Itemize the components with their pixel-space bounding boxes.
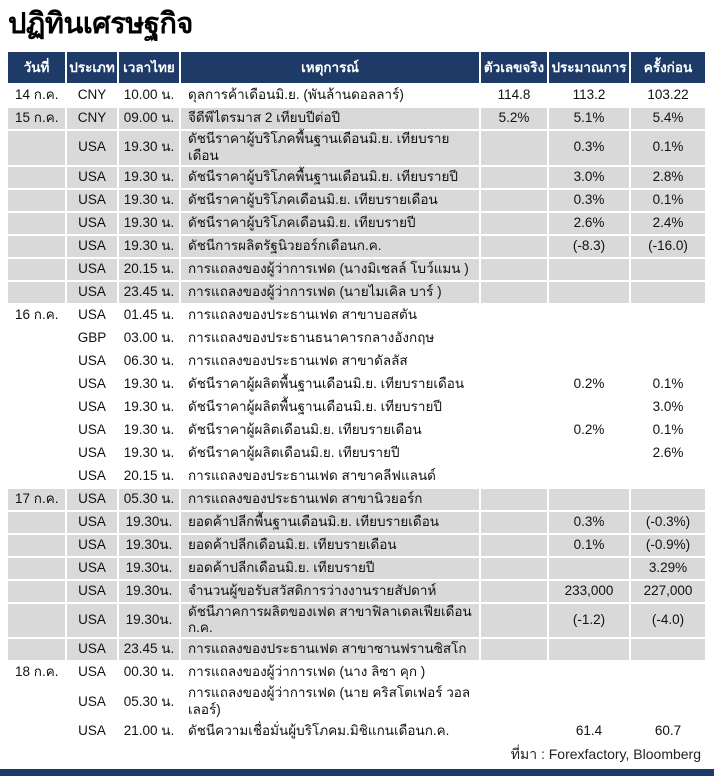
footer-bar — [0, 769, 714, 776]
cell-time: 19.30 น. — [119, 167, 179, 188]
cell-previous — [631, 351, 705, 372]
cell-actual — [481, 131, 547, 165]
cell-previous: 103.22 — [631, 85, 705, 106]
column-header-previous: ครั้งก่อน — [631, 52, 705, 83]
column-header-actual: ตัวเลขจริง — [481, 52, 547, 83]
cell-time: 19.30น. — [119, 558, 179, 579]
cell-time: 19.30 น. — [119, 374, 179, 395]
cell-date — [8, 282, 65, 303]
column-header-forecast: ประมาณการ — [549, 52, 629, 83]
cell-time: 06.30 น. — [119, 351, 179, 372]
cell-forecast — [549, 489, 629, 510]
cell-previous — [631, 259, 705, 280]
cell-actual — [481, 236, 547, 257]
cell-forecast: 2.6% — [549, 213, 629, 234]
cell-country: USA — [67, 639, 117, 660]
cell-event: ดัชนีราคาผู้บริโภคเดือนมิ.ย. เทียบรายปี — [181, 213, 479, 234]
cell-actual — [481, 685, 547, 719]
table-row — [8, 282, 705, 303]
table-row — [8, 108, 705, 129]
cell-date — [8, 328, 65, 349]
table-row — [8, 85, 705, 106]
cell-event: การแถลงของประธานเฟด สาขาซานฟรานซิสโก — [181, 639, 479, 660]
cell-actual: 114.8 — [481, 85, 547, 106]
cell-forecast — [549, 259, 629, 280]
cell-time: 21.00 น. — [119, 721, 179, 742]
cell-forecast: 0.1% — [549, 535, 629, 556]
cell-date — [8, 535, 65, 556]
cell-actual: 5.2% — [481, 108, 547, 129]
cell-time: 09.00 น. — [119, 108, 179, 129]
table-row — [8, 604, 705, 638]
cell-time: 23.45 น. — [119, 282, 179, 303]
cell-country: USA — [67, 420, 117, 441]
cell-forecast — [549, 328, 629, 349]
table-row — [8, 190, 705, 211]
cell-actual — [481, 512, 547, 533]
cell-event: ดัชนีราคาผู้ผลิตพื้นฐานเดือนมิ.ย. เทียบรายเดือน — [181, 374, 479, 395]
cell-country: CNY — [67, 108, 117, 129]
table-row — [8, 662, 705, 683]
table-row — [8, 213, 705, 234]
cell-date — [8, 259, 65, 280]
cell-date — [8, 581, 65, 602]
table-row — [8, 131, 705, 165]
cell-event: ดัชนีราคาผู้บริโภคพื้นฐานเดือนมิ.ย. เทียบรายเดือน — [181, 131, 479, 165]
cell-event: การแถลงของผู้ว่าการเฟด (นาย คริสโตเฟอร์ วอลเลอร์) — [181, 685, 479, 719]
cell-time: 19.30 น. — [119, 190, 179, 211]
column-header-date: วันที่ — [8, 52, 65, 83]
cell-previous — [631, 466, 705, 487]
table-row — [8, 328, 705, 349]
cell-event: ดัชนีราคาผู้บริโภคพื้นฐานเดือนมิ.ย. เทียบรายปี — [181, 167, 479, 188]
cell-country: USA — [67, 259, 117, 280]
cell-previous: (-0.9%) — [631, 535, 705, 556]
cell-country: USA — [67, 213, 117, 234]
column-header-country: ประเภท — [67, 52, 117, 83]
cell-country: USA — [67, 604, 117, 638]
cell-forecast — [549, 685, 629, 719]
cell-event: การแถลงของผู้ว่าการเฟด (นาง ลิซา คุก ) — [181, 662, 479, 683]
cell-time: 05.30 น. — [119, 489, 179, 510]
table-row — [8, 581, 705, 602]
cell-previous — [631, 305, 705, 326]
table-row — [8, 443, 705, 464]
cell-forecast — [549, 305, 629, 326]
cell-date — [8, 721, 65, 742]
cell-actual — [481, 662, 547, 683]
table-row — [8, 639, 705, 660]
cell-event: การแถลงของผู้ว่าการเฟด (นายไมเคิล บาร์ ) — [181, 282, 479, 303]
cell-forecast — [549, 662, 629, 683]
cell-time: 19.30น. — [119, 604, 179, 638]
cell-previous: 2.8% — [631, 167, 705, 188]
table-row — [8, 489, 705, 510]
cell-time: 19.30 น. — [119, 443, 179, 464]
cell-actual — [481, 167, 547, 188]
cell-previous — [631, 282, 705, 303]
cell-event: ดุลการค้าเดือนมิ.ย. (พันล้านดอลลาร์) — [181, 85, 479, 106]
table-row — [8, 351, 705, 372]
cell-country: USA — [67, 685, 117, 719]
cell-date — [8, 420, 65, 441]
cell-previous — [631, 685, 705, 719]
cell-forecast: 0.3% — [549, 131, 629, 165]
cell-event: ดัชนีราคาผู้ผลิตเดือนมิ.ย. เทียบรายเดือน — [181, 420, 479, 441]
cell-time: 19.30 น. — [119, 236, 179, 257]
table-row — [8, 397, 705, 418]
cell-date — [8, 374, 65, 395]
cell-country: USA — [67, 167, 117, 188]
cell-time: 19.30 น. — [119, 131, 179, 165]
cell-actual — [481, 443, 547, 464]
cell-country: USA — [67, 305, 117, 326]
cell-country: USA — [67, 374, 117, 395]
cell-forecast: 5.1% — [549, 108, 629, 129]
cell-event: การแถลงของประธานเฟด สาขาดัลลัส — [181, 351, 479, 372]
cell-country: USA — [67, 131, 117, 165]
cell-event: การแถลงของประธานธนาคารกลางอังกฤษ — [181, 328, 479, 349]
cell-country: USA — [67, 662, 117, 683]
cell-previous — [631, 328, 705, 349]
cell-time: 19.30 น. — [119, 213, 179, 234]
cell-country: USA — [67, 558, 117, 579]
cell-forecast: 0.3% — [549, 512, 629, 533]
cell-actual — [481, 721, 547, 742]
cell-forecast: (-8.3) — [549, 236, 629, 257]
cell-previous: 60.7 — [631, 721, 705, 742]
cell-forecast — [549, 282, 629, 303]
cell-date — [8, 397, 65, 418]
cell-event: การแถลงของประธานเฟด สาขานิวยอร์ก — [181, 489, 479, 510]
cell-forecast: 0.3% — [549, 190, 629, 211]
cell-event: ดัชนีราคาผู้บริโภคเดือนมิ.ย. เทียบรายเดือน — [181, 190, 479, 211]
table-row — [8, 236, 705, 257]
cell-time: 03.00 น. — [119, 328, 179, 349]
cell-time: 10.00 น. — [119, 85, 179, 106]
cell-forecast — [549, 639, 629, 660]
cell-country: USA — [67, 351, 117, 372]
cell-time: 00.30 น. — [119, 662, 179, 683]
cell-actual — [481, 604, 547, 638]
cell-date — [8, 512, 65, 533]
cell-country: USA — [67, 489, 117, 510]
cell-time: 19.30 น. — [119, 397, 179, 418]
cell-actual — [481, 190, 547, 211]
table-row — [8, 721, 705, 742]
cell-time: 01.45 น. — [119, 305, 179, 326]
table-row — [8, 167, 705, 188]
source-note: ที่มา : Forexfactory, Bloomberg — [510, 746, 701, 762]
cell-previous: 0.1% — [631, 420, 705, 441]
cell-previous: 3.0% — [631, 397, 705, 418]
cell-time: 19.30น. — [119, 535, 179, 556]
cell-country: USA — [67, 721, 117, 742]
cell-event: ดัชนีภาคการผลิตของเฟด สาขาฟิลาเดลเฟียเดือนก.ค. — [181, 604, 479, 638]
table-header-row — [8, 52, 705, 83]
cell-actual — [481, 282, 547, 303]
cell-forecast: 3.0% — [549, 167, 629, 188]
table-row — [8, 512, 705, 533]
cell-forecast: 61.4 — [549, 721, 629, 742]
cell-forecast — [549, 558, 629, 579]
cell-date — [8, 558, 65, 579]
cell-date: 15 ก.ค. — [8, 108, 65, 129]
cell-event: ยอดค้าปลีกเดือนมิ.ย. เทียบรายเดือน — [181, 535, 479, 556]
cell-date — [8, 351, 65, 372]
table-row — [8, 466, 705, 487]
economic-calendar-table — [6, 50, 707, 744]
cell-actual — [481, 397, 547, 418]
cell-event: จำนวนผู้ขอรับสวัสดิการว่างงานรายสัปดาห์ — [181, 581, 479, 602]
page-title: ปฏิทินเศรษฐกิจ — [8, 8, 193, 40]
cell-previous: 0.1% — [631, 374, 705, 395]
cell-country: USA — [67, 397, 117, 418]
cell-actual — [481, 581, 547, 602]
table-row — [8, 535, 705, 556]
cell-previous: 2.4% — [631, 213, 705, 234]
cell-date: 16 ก.ค. — [8, 305, 65, 326]
cell-forecast: (-1.2) — [549, 604, 629, 638]
table-row — [8, 420, 705, 441]
column-header-event: เหตุการณ์ — [181, 52, 479, 83]
cell-date: 17 ก.ค. — [8, 489, 65, 510]
cell-event: การแถลงของประธานเฟด สาขาคลีฟแลนด์ — [181, 466, 479, 487]
cell-previous — [631, 639, 705, 660]
cell-date — [8, 685, 65, 719]
cell-forecast — [549, 466, 629, 487]
cell-date — [8, 190, 65, 211]
cell-time: 05.30 น. — [119, 685, 179, 719]
cell-previous: 227,000 — [631, 581, 705, 602]
cell-actual — [481, 351, 547, 372]
cell-date — [8, 236, 65, 257]
cell-forecast: 0.2% — [549, 420, 629, 441]
cell-actual — [481, 535, 547, 556]
cell-actual — [481, 466, 547, 487]
cell-actual — [481, 328, 547, 349]
cell-country: USA — [67, 190, 117, 211]
cell-forecast — [549, 351, 629, 372]
cell-date — [8, 213, 65, 234]
cell-previous: 2.6% — [631, 443, 705, 464]
cell-previous: (-16.0) — [631, 236, 705, 257]
cell-previous — [631, 662, 705, 683]
cell-forecast: 0.2% — [549, 374, 629, 395]
cell-country: GBP — [67, 328, 117, 349]
cell-time: 20.15 น. — [119, 466, 179, 487]
table-row — [8, 305, 705, 326]
cell-event: การแถลงของผู้ว่าการเฟด (นางมิเชลล์ โบว์แมน ) — [181, 259, 479, 280]
cell-actual — [481, 259, 547, 280]
cell-actual — [481, 558, 547, 579]
cell-country: USA — [67, 512, 117, 533]
cell-date — [8, 639, 65, 660]
cell-actual — [481, 213, 547, 234]
cell-previous: (-0.3%) — [631, 512, 705, 533]
cell-previous: 0.1% — [631, 131, 705, 165]
column-header-time: เวลาไทย — [119, 52, 179, 83]
cell-time: 23.45 น. — [119, 639, 179, 660]
cell-country: USA — [67, 236, 117, 257]
cell-previous: 5.4% — [631, 108, 705, 129]
cell-event: ดัชนีการผลิตรัฐนิวยอร์กเดือนก.ค. — [181, 236, 479, 257]
cell-country: USA — [67, 466, 117, 487]
cell-date — [8, 466, 65, 487]
cell-actual — [481, 489, 547, 510]
cell-time: 19.30น. — [119, 581, 179, 602]
cell-previous: (-4.0) — [631, 604, 705, 638]
cell-country: USA — [67, 282, 117, 303]
cell-event: การแถลงของประธานเฟด สาขาบอสตัน — [181, 305, 479, 326]
cell-previous: 3.29% — [631, 558, 705, 579]
table-row — [8, 374, 705, 395]
cell-actual — [481, 374, 547, 395]
cell-date: 14 ก.ค. — [8, 85, 65, 106]
cell-actual — [481, 639, 547, 660]
cell-country: USA — [67, 443, 117, 464]
cell-time: 19.30 น. — [119, 420, 179, 441]
cell-previous — [631, 489, 705, 510]
cell-event: จีดีพีไตรมาส 2 เทียบปีต่อปี — [181, 108, 479, 129]
cell-forecast — [549, 443, 629, 464]
cell-date: 18 ก.ค. — [8, 662, 65, 683]
cell-event: ยอดค้าปลีกเดือนมิ.ย. เทียบรายปี — [181, 558, 479, 579]
table-row — [8, 558, 705, 579]
cell-date — [8, 604, 65, 638]
cell-event: ดัชนีราคาผู้ผลิตพื้นฐานเดือนมิ.ย. เทียบรายปี — [181, 397, 479, 418]
cell-actual — [481, 420, 547, 441]
cell-event: ดัชนีราคาผู้ผลิตเดือนมิ.ย. เทียบรายปี — [181, 443, 479, 464]
cell-date — [8, 443, 65, 464]
cell-time: 20.15 น. — [119, 259, 179, 280]
cell-country: USA — [67, 581, 117, 602]
cell-forecast: 113.2 — [549, 85, 629, 106]
cell-country: USA — [67, 535, 117, 556]
cell-previous: 0.1% — [631, 190, 705, 211]
cell-time: 19.30น. — [119, 512, 179, 533]
cell-country: CNY — [67, 85, 117, 106]
cell-date — [8, 131, 65, 165]
cell-forecast — [549, 397, 629, 418]
table-row — [8, 685, 705, 719]
cell-date — [8, 167, 65, 188]
cell-forecast: 233,000 — [549, 581, 629, 602]
cell-event: ยอดค้าปลีกพื้นฐานเดือนมิ.ย. เทียบรายเดือน — [181, 512, 479, 533]
cell-event: ดัชนีความเชื่อมั่นผู้บริโภคม.มิชิแกนเดือนก.ค. — [181, 721, 479, 742]
cell-actual — [481, 305, 547, 326]
table-row — [8, 259, 705, 280]
